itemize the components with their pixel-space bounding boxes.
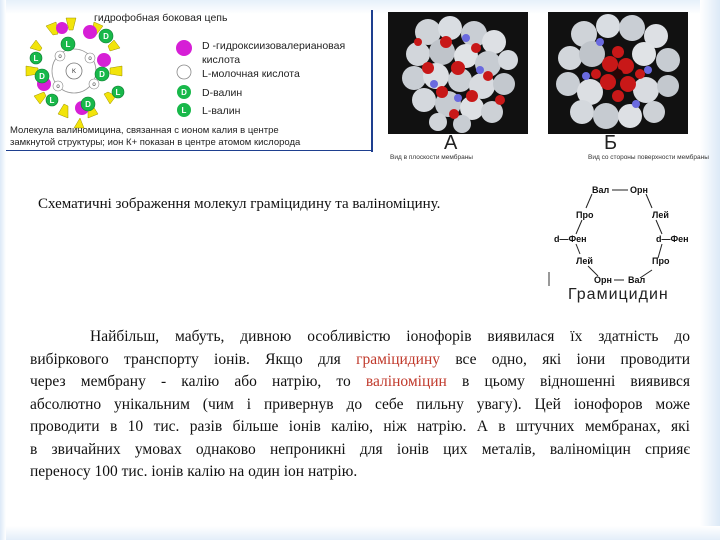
molecule-model-a (388, 12, 528, 134)
svg-text:D: D (99, 70, 105, 79)
paragraph-line-6: в звичайних умовах однаково непроникні для іонів цих металів, валіноміцин сприяє (30, 440, 690, 458)
legend-label-magenta: D -гидроксиизовалериановая (202, 40, 346, 52)
residue-val-bottom: Вал (628, 275, 646, 285)
model-a-caption: Вид в плоскости мембраны (390, 154, 473, 161)
highlight-gramicidin: граміцидину (356, 350, 441, 368)
svg-text:D: D (39, 72, 45, 81)
svg-text:K: K (71, 69, 77, 75)
paragraph-line-2-text-b: все одно, які іони проводити (455, 350, 690, 368)
svg-text:o: o (92, 82, 96, 88)
legend-label-magenta-cont: кислота (202, 54, 241, 66)
paragraph-line-5: проводити в 10 тис. разів більше іонів калію, ніж натрію. А в штучних мембранах, які (30, 418, 690, 435)
legend-marker-magenta (176, 40, 192, 56)
figure-frame-bottom (6, 150, 372, 151)
figure-caption-line-1: Молекула валиномицина, связанная с ионом калия в центре (10, 125, 279, 136)
legend-marker-white (177, 65, 191, 79)
legend-label-green-l: L-валин (202, 105, 241, 117)
model-a-label: А (444, 132, 458, 154)
frame-bottom-border (0, 526, 720, 540)
svg-text:L: L (115, 88, 121, 97)
paragraph-line-3 (30, 371, 690, 394)
svg-text:o: o (56, 84, 60, 90)
figure-frame-right (371, 10, 373, 152)
residue-orn-top: Орн (630, 185, 648, 195)
svg-text:o: o (88, 56, 92, 62)
residue-leu-left: Лей (576, 256, 593, 266)
body-paragraph (30, 326, 690, 484)
legend-label-white: L-молочная кислота (202, 68, 300, 80)
svg-text:D: D (103, 32, 109, 41)
residue-pro-left: Про (576, 210, 594, 220)
svg-text:D: D (85, 100, 91, 109)
slide-heading: Схематичні зображення молекул граміцидину та валіноміцину. (38, 196, 441, 212)
legend-label-green-d: D-валин (202, 87, 243, 99)
paragraph-line-7: переносу 100 тис. іонів калію на один іон натрію. (30, 463, 358, 480)
svg-text:L: L (49, 96, 55, 105)
paragraph-line-4: абсолютно унікальним (чим і привернув до себе пильну увагу). Цей іонофоров може (30, 395, 690, 413)
svg-text:D: D (181, 88, 187, 97)
svg-text:L: L (181, 106, 187, 115)
figure-header-text: гидрофобная боковая цепь (94, 12, 228, 24)
residue-pro-right: Про (652, 256, 670, 266)
svg-text:o: o (58, 54, 62, 60)
residue-orn-bottom: Орн (594, 275, 612, 285)
svg-text:L: L (33, 54, 39, 63)
paragraph-line-3-text: через мембрану - калію або натрію, то (30, 373, 351, 390)
figure-caption-line-2: замкнутой структуры; ион К+ показан в центре атомом кислорода (10, 137, 301, 148)
paragraph-line-1 (30, 326, 690, 349)
valinomycin-ring-diagram (6, 14, 206, 138)
paragraph-line-2-text: вибіркового транспорту іонів. Якщо для (30, 350, 341, 368)
model-b-label: Б (604, 132, 618, 154)
residue-dphe-right: d—Фен (656, 234, 689, 244)
paragraph-line-2 (30, 349, 690, 372)
molecule-model-b (548, 12, 688, 134)
residue-val-top: Вал (592, 185, 610, 195)
model-b-caption: Вид со стороны поверхности мембраны (588, 154, 709, 161)
svg-text:L: L (65, 40, 71, 49)
valinomycin-figure (6, 10, 372, 152)
paragraph-line-3-text-b: в цьому відношенні виявився (462, 373, 691, 390)
paragraph-line-1-text: Найбільш, мабуть, дивною особливістю іонофорів виявилася їх здатність до (90, 328, 690, 345)
highlight-valinomycin: валіноміцин (365, 373, 447, 390)
residue-leu-right: Лей (652, 210, 669, 220)
residue-dphe-left: d—Фен (554, 234, 587, 244)
gramicidin-title: Грамицидин (568, 286, 669, 303)
frame-right-border (700, 0, 720, 540)
